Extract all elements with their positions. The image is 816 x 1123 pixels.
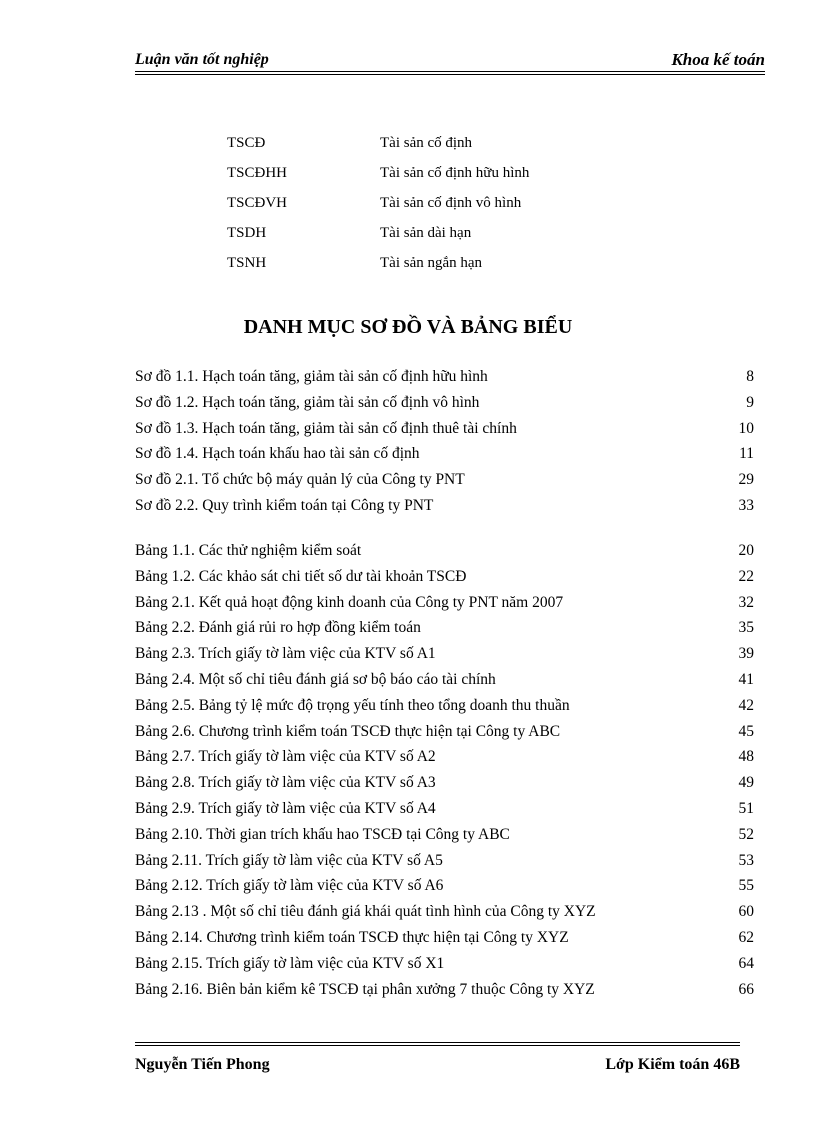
page-footer <box>135 1055 740 1077</box>
item-label: Sơ đồ 1.3. Hạch toán tăng, giảm tài sản cố định thuê tài chính <box>135 419 517 437</box>
item-label: Bảng 2.15. Trích giấy tờ làm việc của KTV số X1 <box>135 954 445 972</box>
abbreviation-code: TSCĐVH <box>227 195 288 211</box>
item-label: Bảng 2.1. Kết quả hoạt động kinh doanh của Công ty PNT năm 2007 <box>135 593 564 611</box>
item-label: Bảng 2.13 . Một số chỉ tiêu đánh giá khái quát tình hình của Công ty XYZ <box>135 903 596 921</box>
page-number: 60 <box>738 903 754 921</box>
list-item <box>135 617 754 643</box>
header-faculty-label: Khoa kế toán <box>671 50 765 69</box>
item-label: Bảng 2.12. Trích giấy tờ làm việc của KTV số A6 <box>135 877 444 895</box>
list-item <box>135 669 754 695</box>
list-item <box>135 746 754 772</box>
abbreviation-desc: Tài sản dài hạn <box>380 225 472 241</box>
list-item <box>135 592 754 618</box>
list-item <box>135 798 754 824</box>
page-number: 52 <box>738 825 754 843</box>
abbreviation-desc: Tài sản cố định vô hình <box>380 195 522 211</box>
page-number: 39 <box>738 645 754 663</box>
abbreviation-code: TSCĐHH <box>227 165 288 181</box>
page-number: 33 <box>738 496 754 514</box>
list-item <box>135 824 754 850</box>
page-number: 29 <box>738 471 754 489</box>
table-list <box>135 540 754 1004</box>
list-item <box>135 540 754 566</box>
list-item <box>135 495 754 521</box>
page-number: 22 <box>738 567 754 585</box>
item-label: Bảng 2.16. Biên bản kiểm kê TSCĐ tại phân xưởng 7 thuộc Công ty XYZ <box>135 980 595 998</box>
list-item <box>135 953 754 979</box>
list-item <box>135 875 754 901</box>
abbreviation-desc: Tài sản ngắn hạn <box>380 255 483 271</box>
list-item <box>135 418 754 444</box>
item-label: Sơ đồ 1.4. Hạch toán khấu hao tài sản cố định <box>135 445 420 463</box>
footer-author: Nguyễn Tiến Phong <box>135 1056 270 1073</box>
list-item <box>135 366 754 392</box>
footer-class: Lớp Kiểm toán 46B <box>605 1056 740 1073</box>
abbreviation-row <box>227 192 627 222</box>
header-thesis-label: Luận văn tốt nghiệp <box>135 51 269 68</box>
page-number: 49 <box>738 774 754 792</box>
list-item <box>135 850 754 876</box>
page-number: 53 <box>738 851 754 869</box>
footer-rule-top <box>135 1042 740 1043</box>
list-item <box>135 695 754 721</box>
item-label: Sơ đồ 2.2. Quy trình kiểm toán tại Công ty PNT <box>135 496 434 514</box>
list-item <box>135 721 754 747</box>
item-label: Bảng 2.14. Chương trình kiểm toán TSCĐ thực hiện tại Công ty XYZ <box>135 928 569 946</box>
page-number: 11 <box>739 445 754 463</box>
abbreviation-row <box>227 222 627 252</box>
section-title: DANH MỤC SƠ ĐỒ VÀ BẢNG BIỂU <box>243 316 573 338</box>
item-label: Bảng 2.5. Bảng tỷ lệ mức độ trọng yếu tính theo tổng doanh thu thuần <box>135 696 570 714</box>
abbreviation-list <box>227 132 627 282</box>
item-label: Bảng 2.10. Thời gian trích khấu hao TSCĐ tại Công ty ABC <box>135 825 510 843</box>
abbreviation-code: TSDH <box>227 225 267 241</box>
page-number: 10 <box>738 419 754 437</box>
item-label: Bảng 1.2. Các khảo sát chi tiết số dư tài khoản TSCĐ <box>135 567 467 585</box>
page-number: 48 <box>738 748 754 766</box>
page-number: 62 <box>738 928 754 946</box>
header-rule-bottom <box>135 74 765 75</box>
page-number: 64 <box>738 954 754 972</box>
page-number: 51 <box>738 799 754 817</box>
footer-rule-bottom <box>135 1045 740 1046</box>
list-item <box>135 772 754 798</box>
page-header <box>135 50 765 72</box>
page-number: 9 <box>746 393 754 411</box>
abbreviation-desc: Tài sản cố định <box>380 135 473 151</box>
abbreviation-desc: Tài sản cố định hữu hình <box>380 165 530 181</box>
list-item <box>135 469 754 495</box>
list-item <box>135 927 754 953</box>
abbreviation-row <box>227 162 627 192</box>
page-number: 20 <box>738 542 754 559</box>
abbreviation-code: TSNH <box>227 255 267 271</box>
item-label: Bảng 2.4. Một số chỉ tiêu đánh giá sơ bộ báo cáo tài chính <box>135 670 496 688</box>
abbreviation-code: TSCĐ <box>227 135 266 151</box>
header-rule-top <box>135 71 765 72</box>
abbreviation-row <box>227 252 627 282</box>
item-label: Bảng 2.6. Chương trình kiểm toán TSCĐ thực hiện tại Công ty ABC <box>135 722 561 740</box>
item-label: Sơ đồ 1.1. Hạch toán tăng, giảm tài sản cố định hữu hình <box>135 368 488 385</box>
page-number: 55 <box>738 877 754 895</box>
item-label: Bảng 1.1. Các thử nghiệm kiểm soát <box>135 542 362 559</box>
list-item <box>135 392 754 418</box>
item-label: Bảng 2.11. Trích giấy tờ làm việc của KTV số A5 <box>135 851 443 869</box>
list-item <box>135 979 754 1005</box>
page-number: 42 <box>738 696 754 714</box>
item-label: Bảng 2.9. Trích giấy tờ làm việc của KTV số A4 <box>135 799 436 817</box>
list-item <box>135 643 754 669</box>
list-item <box>135 443 754 469</box>
page-number: 41 <box>738 670 754 688</box>
page-number: 35 <box>738 619 754 637</box>
diagram-list <box>135 366 754 521</box>
page-number: 66 <box>738 980 754 998</box>
page-number: 45 <box>738 722 754 740</box>
item-label: Bảng 2.3. Trích giấy tờ làm việc của KTV số A1 <box>135 645 436 663</box>
list-item <box>135 566 754 592</box>
item-label: Bảng 2.8. Trích giấy tờ làm việc của KTV số A3 <box>135 774 436 792</box>
item-label: Bảng 2.7. Trích giấy tờ làm việc của KTV số A2 <box>135 748 436 766</box>
abbreviation-row <box>227 132 627 162</box>
page-number: 8 <box>746 368 754 385</box>
item-label: Bảng 2.2. Đánh giá rủi ro hợp đồng kiểm toán <box>135 619 421 637</box>
list-item <box>135 901 754 927</box>
page-number: 32 <box>738 593 754 611</box>
item-label: Sơ đồ 2.1. Tổ chức bộ máy quản lý của Công ty PNT <box>135 471 465 489</box>
item-label: Sơ đồ 1.2. Hạch toán tăng, giảm tài sản cố định vô hình <box>135 393 480 411</box>
